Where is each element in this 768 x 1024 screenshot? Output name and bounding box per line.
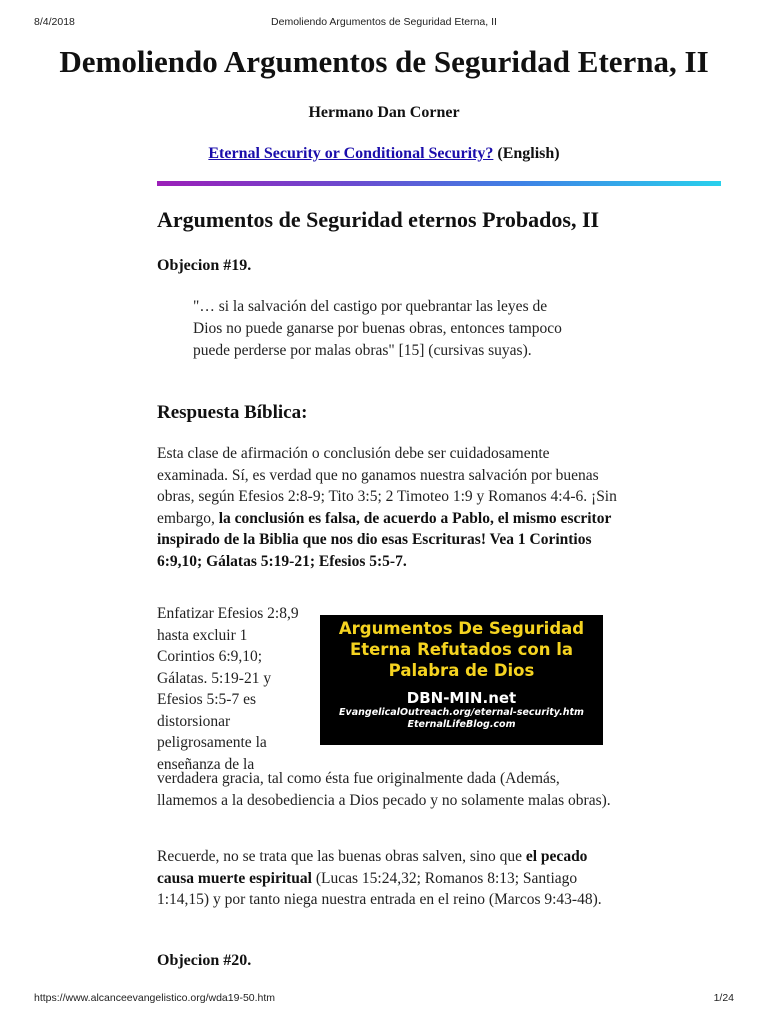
- banner-site: DBN-MIN.net: [406, 689, 517, 707]
- float-line: Enfatizar Efesios 2:8,9: [157, 605, 299, 622]
- banner-url-2: EternalLifeBlog.com: [407, 719, 516, 730]
- english-version-link[interactable]: Eternal Security or Conditional Security?: [208, 145, 494, 162]
- banner-heading: [320, 618, 603, 681]
- banner-heading-line: Palabra de Dios: [388, 661, 535, 680]
- author: Hermano Dan Corner: [308, 104, 460, 121]
- answer-paragraph-2-float: [157, 603, 302, 775]
- objection-20-heading: Objecion #20.: [157, 952, 252, 969]
- float-line: enseñanza de la: [157, 755, 255, 773]
- answer-paragraph-2-rest: verdadera gracia, tal como ésta fue originalmente dada (Además, llamemos a la desobediencia a Dios pecado y no solamente malas obras).: [157, 770, 611, 809]
- section-title: Argumentos de Seguridad eternos Probados, II: [157, 207, 600, 232]
- gradient-divider: [157, 181, 721, 186]
- print-url: https://www.alcanceevangelistico.org/wda19-50.htm: [34, 992, 276, 1004]
- float-line: hasta excluir 1: [157, 626, 248, 644]
- float-line: Gálatas. 5:19-21 y: [157, 669, 272, 687]
- objection-19-quote: "… si la salvación del castigo por quebrantar las leyes de Dios no puede ganarse por buenas obras, entonces tampoco puede perderse por malas obras" [15] (cursivas suyas).: [193, 298, 562, 359]
- answer-paragraph-3: [157, 846, 619, 911]
- english-link-line: [0, 143, 768, 165]
- english-label: (English): [493, 145, 560, 162]
- answer-paragraph-3-text: Recuerde, no se trata que las buenas obras salven, sino que: [157, 848, 526, 865]
- answer-paragraph-3-text-end: (Lucas 15:24,32; Romanos 8:13; Santiago 1:14,15) y por tanto niega nuestra entrada en el reino (Marcos 9:43-48).: [157, 869, 602, 908]
- float-line: distorsionar: [157, 712, 231, 730]
- print-footer: [34, 992, 734, 1006]
- float-line: Corintios 6:9,10;: [157, 648, 263, 665]
- respuesta-biblica-heading: Respuesta Bíblica:: [157, 402, 308, 423]
- page-title: Demoliendo Argumentos de Seguridad Eterna, II: [59, 44, 709, 79]
- banner-image[interactable]: [320, 615, 603, 745]
- banner-heading-line: Eterna Refutados con la: [349, 640, 574, 659]
- print-page-number: 1/24: [713, 992, 734, 1004]
- banner-heading-line: Argumentos De Seguridad: [338, 619, 585, 638]
- float-line: Efesios 5:5-7 es: [157, 691, 257, 708]
- answer-paragraph-1-bold: la conclusión es falsa, de acuerdo a Pablo, el mismo escritor inspirado de la Biblia que nos dio esas Escrituras! Vea 1 Corintios 6:9,10; Gálatas 5:19-21; Efesios 5:5-7.: [157, 509, 612, 570]
- print-date: 8/4/2018: [34, 16, 75, 28]
- print-page-title: Demoliendo Argumentos de Seguridad Eterna, II: [271, 16, 497, 28]
- float-line: peligrosamente la: [157, 734, 267, 751]
- objection-19-heading: Objecion #19.: [157, 257, 252, 274]
- answer-paragraph-1: [157, 443, 619, 572]
- print-header: [34, 16, 734, 30]
- answer-paragraph-1-text: Esta clase de afirmación o conclusión debe ser cuidadosamente examinada. Sí, es verdad que no ganamos nuestra salvación por buenas obras, según Efesios 2:8-9; Tito 3:5; 2 Timoteo 1:9 y Romanos 4:4-6. ¡Sin embargo,: [157, 445, 617, 527]
- banner-url-1: EvangelicalOutreach.org/eternal-security.htm: [339, 707, 584, 718]
- answer-paragraph-3-bold: el pecado causa muerte espiritual: [157, 848, 588, 887]
